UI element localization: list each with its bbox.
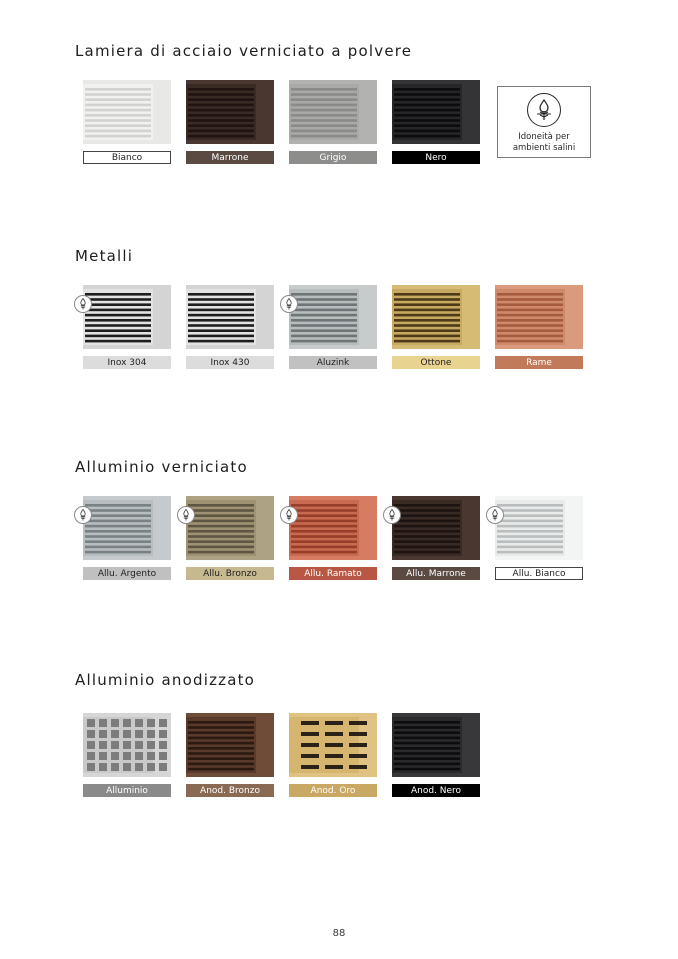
finish-label: Anod. Nero bbox=[392, 784, 480, 797]
finish-label: Inox 304 bbox=[83, 356, 171, 369]
finish-swatch bbox=[289, 496, 377, 580]
finish-swatch bbox=[83, 285, 171, 369]
salt-suitability-text-1: Idoneità per bbox=[518, 132, 570, 142]
finish-swatch bbox=[392, 496, 480, 580]
salt-environment-icon bbox=[486, 506, 504, 524]
finish-swatch bbox=[392, 713, 480, 797]
section-title-alluminio-verniciato: Alluminio verniciato bbox=[75, 458, 248, 476]
finish-swatch bbox=[289, 713, 377, 797]
finish-label: Marrone bbox=[186, 151, 274, 164]
grille-thumbnail bbox=[186, 80, 274, 144]
salt-suitability-legend bbox=[497, 86, 591, 158]
finish-swatch bbox=[186, 80, 274, 164]
grille-thumbnail bbox=[289, 80, 377, 144]
grille-thumbnail bbox=[83, 713, 171, 777]
salt-environment-icon bbox=[74, 506, 92, 524]
finish-label: Allu. Bronzo bbox=[186, 567, 274, 580]
grille-thumbnail bbox=[83, 80, 171, 144]
finish-swatch bbox=[289, 285, 377, 369]
salt-environment-icon bbox=[74, 295, 92, 313]
page-number: 88 bbox=[332, 928, 346, 939]
section-title-lamiera: Lamiera di acciaio verniciato a polvere bbox=[75, 42, 413, 60]
section-title-metalli: Metalli bbox=[75, 247, 134, 265]
salt-suitability-text-2: ambienti salini bbox=[512, 143, 576, 153]
grille-thumbnail bbox=[392, 713, 480, 777]
finish-label: Allu. Marrone bbox=[392, 567, 480, 580]
finish-label: Allu. Bianco bbox=[495, 567, 583, 580]
grille-thumbnail bbox=[392, 80, 480, 144]
grille-thumbnail bbox=[289, 496, 377, 560]
finish-label: Allu. Argento bbox=[83, 567, 171, 580]
grille-thumbnail bbox=[186, 285, 274, 349]
grille-thumbnail bbox=[495, 285, 583, 349]
grille-thumbnail bbox=[83, 285, 171, 349]
swatch-row-alluminio-verniciato bbox=[83, 496, 603, 586]
finish-swatch bbox=[392, 80, 480, 164]
finish-label: Ottone bbox=[392, 356, 480, 369]
finish-swatch bbox=[495, 285, 583, 369]
finish-label: Anod. Oro bbox=[289, 784, 377, 797]
finish-label: Aluzink bbox=[289, 356, 377, 369]
finish-label: Grigio bbox=[289, 151, 377, 164]
finish-swatch bbox=[186, 713, 274, 797]
grille-thumbnail bbox=[289, 713, 377, 777]
finish-swatch bbox=[186, 285, 274, 369]
finish-label: Nero bbox=[392, 151, 480, 164]
salt-environment-icon bbox=[177, 506, 195, 524]
grille-thumbnail bbox=[289, 285, 377, 349]
swatch-row-lamiera bbox=[83, 80, 603, 170]
finish-swatch bbox=[289, 80, 377, 164]
finish-swatch bbox=[83, 713, 171, 797]
grille-thumbnail bbox=[495, 496, 583, 560]
finish-swatch bbox=[495, 496, 583, 580]
salt-environment-icon bbox=[383, 506, 401, 524]
salt-environment-icon bbox=[280, 295, 298, 313]
grille-thumbnail bbox=[392, 285, 480, 349]
finish-label: Rame bbox=[495, 356, 583, 369]
salt-environment-icon bbox=[527, 93, 561, 127]
finish-label: Alluminio bbox=[83, 784, 171, 797]
finish-label: Bianco bbox=[83, 151, 171, 164]
salt-environment-icon bbox=[280, 506, 298, 524]
grille-thumbnail bbox=[392, 496, 480, 560]
grille-thumbnail bbox=[186, 496, 274, 560]
finish-swatch bbox=[186, 496, 274, 580]
swatch-row-metalli bbox=[83, 285, 603, 375]
grille-thumbnail bbox=[186, 713, 274, 777]
finish-label: Allu. Ramato bbox=[289, 567, 377, 580]
finish-swatch bbox=[83, 80, 171, 164]
finish-label: Anod. Bronzo bbox=[186, 784, 274, 797]
swatch-row-alluminio-anodizzato bbox=[83, 713, 603, 803]
section-title-alluminio-anodizzato: Alluminio anodizzato bbox=[75, 671, 256, 689]
grille-thumbnail bbox=[83, 496, 171, 560]
finish-swatch bbox=[392, 285, 480, 369]
finish-label: Inox 430 bbox=[186, 356, 274, 369]
finish-swatch bbox=[83, 496, 171, 580]
